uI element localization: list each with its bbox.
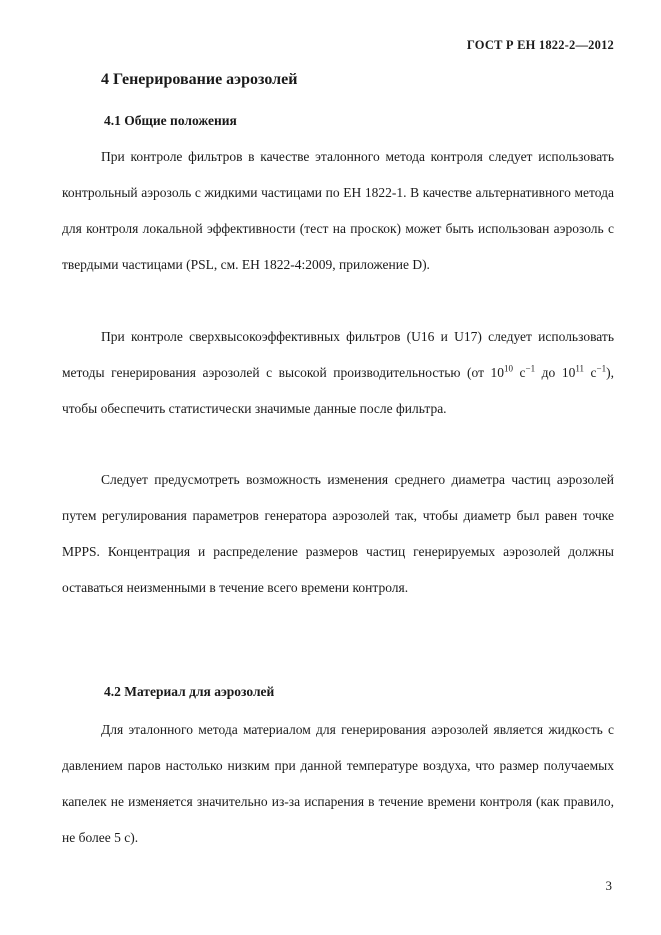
- paragraph-test-aerosol: При контроле фильтров в качестве эталонного метода контроля следует использовать контрольный аэрозоль с жидкими частицами по ЕН 1822-1. В качестве альтернативного метода для контроля локальной эффективности (тест на проскок) может быть использован аэрозоль с твердыми частицами (PSL, см. ЕН 1822-4:2009, приложение D).: [62, 149, 614, 272]
- paragraph-text: При контроле сверхвысокоэффективных фильтров (U16 и U17) следует использовать методы генерирования аэрозолей с высокой производительностью (от 10: [62, 329, 614, 380]
- paragraph-reference-material: Для эталонного метода материалом для генерирования аэрозолей является жидкость с давлением паров настолько низким при данной температуре воздуха, что размер получаемых капелек не изменяется значительно из-за испарения в течение времени контроля (как правило, не более 5 с).: [62, 722, 614, 845]
- paragraph-text: ), чтобы обеспечить статистически значимые данные после фильтра.: [62, 365, 614, 416]
- subsection-title-aerosol-material: 4.2 Материал для аэрозолей: [104, 684, 275, 699]
- unit-exponent: −1: [596, 363, 607, 374]
- exponent: 11: [575, 363, 584, 374]
- unit-exponent: −1: [525, 363, 536, 374]
- paragraph-text: до 10: [535, 365, 576, 380]
- unit: с: [584, 365, 597, 380]
- paragraph-high-efficiency-filters: [62, 319, 614, 427]
- exponent: 10: [504, 363, 514, 374]
- page-header-standard-code: ГОСТ Р ЕН 1822-2—2012: [466, 38, 614, 52]
- section-title: 4 Генерирование аэрозолей: [101, 71, 298, 88]
- subsection-title-general: 4.1 Общие положения: [104, 113, 237, 128]
- unit: с: [513, 365, 526, 380]
- paragraph-mpps-diameter: Следует предусмотреть возможность изменения среднего диаметра частиц аэрозолей путем регулирования параметров генератора аэрозолей так, чтобы диаметр был равен точке MPPS. Концентрация и распределение размеров частиц генерируемых аэрозолей должны оставаться неизменными в течение всего времени контроля.: [62, 472, 614, 595]
- page-number: 3: [605, 878, 612, 893]
